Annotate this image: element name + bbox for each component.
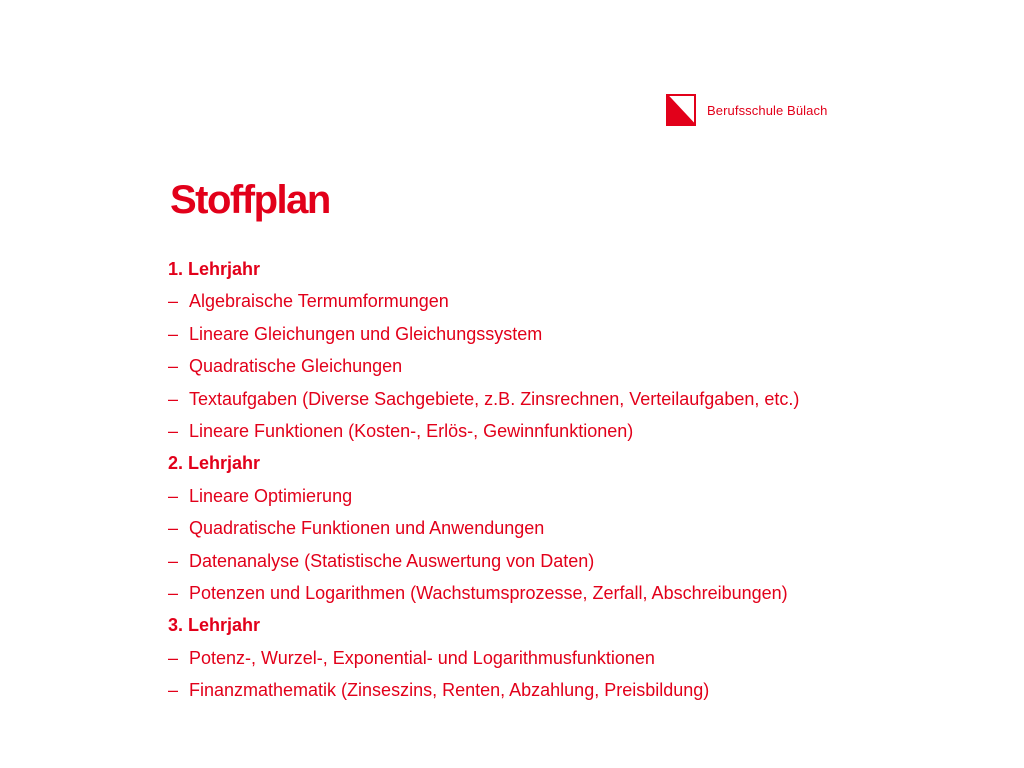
bullet-dash: – — [168, 388, 179, 409]
list-item — [168, 580, 928, 612]
list-item — [168, 321, 928, 353]
bullet-dash: – — [168, 582, 179, 603]
list-item-text: Algebraische Termumformungen — [189, 291, 449, 312]
list-item-text: Textaufgaben (Diverse Sachgebiete, z.B. Zinsrechnen, Verteilaufgaben, etc.) — [189, 388, 800, 409]
section-heading-year-1: 1. Lehrjahr — [168, 259, 261, 279]
bullet-dash: – — [168, 550, 179, 571]
bullet-dash: – — [168, 323, 179, 344]
bullet-dash: – — [168, 518, 179, 539]
list-item — [168, 483, 928, 515]
school-logo — [666, 94, 827, 126]
list-item — [168, 515, 928, 547]
bullet-dash: – — [168, 680, 179, 701]
page-title: Stoffplan — [170, 178, 330, 222]
bullet-dash: – — [168, 647, 179, 668]
curriculum-list — [168, 256, 928, 709]
list-item — [168, 418, 928, 450]
bullet-dash: – — [168, 420, 179, 441]
school-logo-icon — [666, 94, 696, 126]
section-heading-year-2: 2. Lehrjahr — [168, 453, 261, 474]
school-name: Berufsschule Bülach — [707, 102, 828, 118]
list-item — [168, 353, 928, 385]
list-item-text: Lineare Gleichungen und Gleichungssystem — [189, 323, 543, 344]
list-item-text: Lineare Funktionen (Kosten-, Erlös-, Gewinnfunktionen) — [189, 420, 634, 441]
section-heading-year-3: 3. Lehrjahr — [168, 615, 261, 636]
list-item — [168, 645, 928, 677]
bullet-dash: – — [168, 485, 179, 506]
list-item-text: Quadratische Funktionen und Anwendungen — [189, 518, 545, 539]
list-item — [168, 677, 928, 709]
bullet-dash: – — [168, 291, 179, 312]
list-item — [168, 548, 928, 580]
bullet-dash: – — [168, 356, 179, 377]
list-item — [168, 288, 928, 320]
list-item-text: Quadratische Gleichungen — [189, 356, 403, 377]
list-item — [168, 386, 928, 418]
list-item-text: Datenanalyse (Statistische Auswertung von Daten) — [189, 550, 595, 571]
list-item-text: Potenzen und Logarithmen (Wachstumsprozesse, Zerfall, Abschreibungen) — [189, 582, 788, 603]
list-item-text: Potenz-, Wurzel-, Exponential- und Logarithmusfunktionen — [189, 647, 655, 668]
list-item-text: Finanzmathematik (Zinseszins, Renten, Abzahlung, Preisbildung) — [189, 680, 710, 701]
list-item-text: Lineare Optimierung — [189, 485, 353, 506]
